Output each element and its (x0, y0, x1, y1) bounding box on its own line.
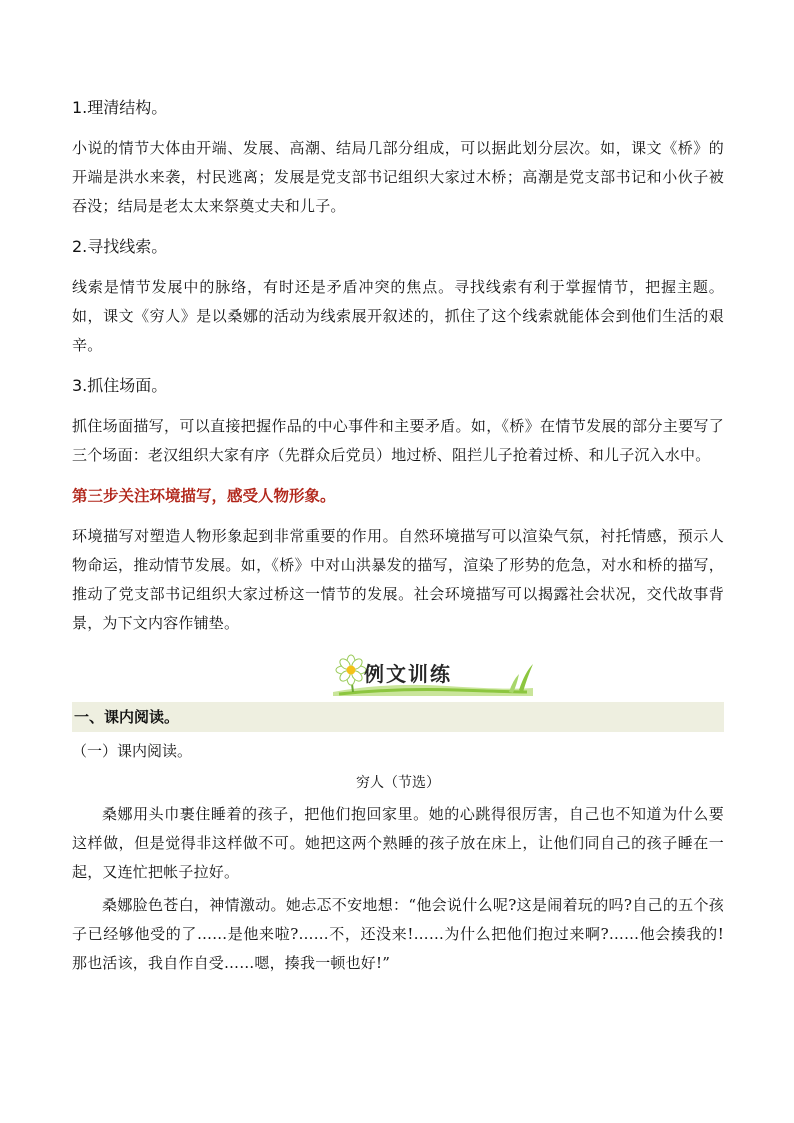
clue-paragraph: 线索是情节发展中的脉络，有时还是矛盾冲突的焦点。寻找线索有利于掌握情节，把握主题。如，课文《穷人》是以桑娜的活动为线索展开叙述的，抓住了这个线索就能体会到他们生活的艰辛。 (72, 278, 724, 354)
section-title-bar: 一、课内阅读。 (72, 702, 724, 732)
section-heading-clue: 2.寻找线索。 (72, 237, 168, 256)
passage-paragraph-1: 桑娜用头巾裹住睡着的孩子，把他们抱回家里。她的心跳得很厉害，自己也不知道为什么要这样做，但是觉得非这样做不可。她把这两个熟睡的孩子放在床上，让他们同自己的孩子睡在一起，又连忙把帐子拉好。 (72, 805, 724, 881)
passage-title: 穷人（节选） (356, 775, 440, 791)
example-training-banner (72, 652, 724, 696)
passage-paragraph-2: 桑娜脸色苍白，神情激动。她忐忑不安地想：“他会说什么呢?这是闹着玩的吗?自己的五个孩子已经够他受的了……是他来啦?……不，还没来!……为什么把他们抱过来啊?……他会揍我的!那也活该，我自作自受……嗯，揍我一顿也好!” (72, 896, 724, 972)
scene-paragraph: 抓住场面描写，可以直接把握作品的中心事件和主要矛盾。如，《桥》在情节发展的部分主要写了三个场面：老汉组织大家有序（先群众后党员）地过桥、阻拦儿子抢着过桥、和儿子沉入水中。 (72, 417, 724, 464)
step-three-heading: 第三步关注环境描写，感受人物形象。 (72, 487, 336, 505)
subsection-title: （一）课内阅读。 (72, 742, 193, 760)
document-content (72, 96, 724, 982)
banner-title: 例文训练 (364, 662, 452, 686)
environment-paragraph: 环境描写对塑造人物形象起到非常重要的作用。自然环境描写可以渲染气氛，衬托情感，预示人物命运，推动情节发展。如，《桥》中对山洪暴发的描写，渲染了形势的危急，对水和桥的描写，推动了党支部书记组织大家过桥这一情节的发展。社会环境描写可以揭露社会状况，交代故事背景，为下文内容作铺垫。 (72, 527, 724, 632)
structure-paragraph: 小说的情节大体由开端、发展、高潮、结局几部分组成，可以据此划分层次。如，课文《桥》的开端是洪水来袭，村民逃离；发展是党支部书记组织大家过木桥；高潮是党支部书记和小伙子被吞没；结局是老太太来祭奠丈夫和儿子。 (72, 139, 724, 215)
section-heading-scene: 3.抓住场面。 (72, 376, 168, 395)
section-heading-structure: 1.理清结构。 (72, 98, 168, 117)
